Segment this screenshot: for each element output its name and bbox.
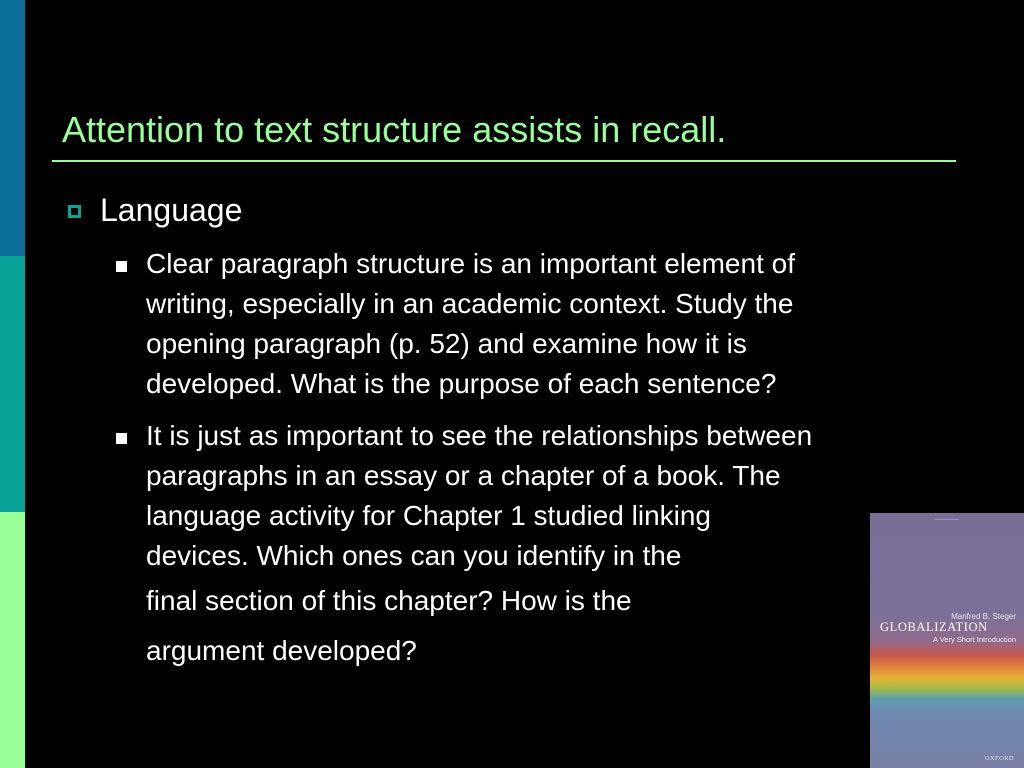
text-line: argument developed?: [146, 635, 417, 666]
book-cover-top-mark: ————: [935, 517, 959, 523]
text-line: opening paragraph (p. 52) and examine how it is: [146, 328, 747, 359]
text-line: devices. Which ones can you identify in the: [146, 540, 682, 571]
hollow-square-bullet-icon: [68, 205, 81, 218]
text-line: paragraphs in an essay or a chapter of a book. The: [146, 460, 781, 491]
bullet-heading: Language: [100, 192, 243, 228]
book-publisher: OXFORD: [984, 755, 1014, 762]
side-stripe-middle: [0, 256, 25, 512]
book-subtitle: A Very Short Introduction: [933, 635, 1016, 644]
square-bullet-icon: [116, 433, 127, 444]
text-line: It is just as important to see the relationships between: [146, 420, 813, 451]
side-stripe-bottom: [0, 512, 25, 768]
sub-bullet-text: [146, 416, 966, 676]
text-line: developed. What is the purpose of each sentence?: [146, 368, 777, 399]
text-line: language activity for Chapter 1 studied linking: [146, 500, 712, 531]
side-stripe-top: [0, 0, 25, 256]
book-title: GLOBALIZATION: [880, 620, 988, 634]
book-cover-image: [870, 513, 1024, 768]
text-line: Clear paragraph structure is an important element of: [146, 248, 795, 279]
title-divider: [52, 160, 956, 162]
sub-bullet-text: [146, 244, 966, 404]
text-line: writing, especially in an academic context. Study the: [146, 288, 794, 319]
square-bullet-icon: [116, 261, 127, 272]
text-line: final section of this chapter? How is the: [146, 585, 632, 616]
slide-title: Attention to text structure assists in recall.: [62, 109, 727, 150]
book-author: Manfred B. Steger: [951, 612, 1016, 621]
